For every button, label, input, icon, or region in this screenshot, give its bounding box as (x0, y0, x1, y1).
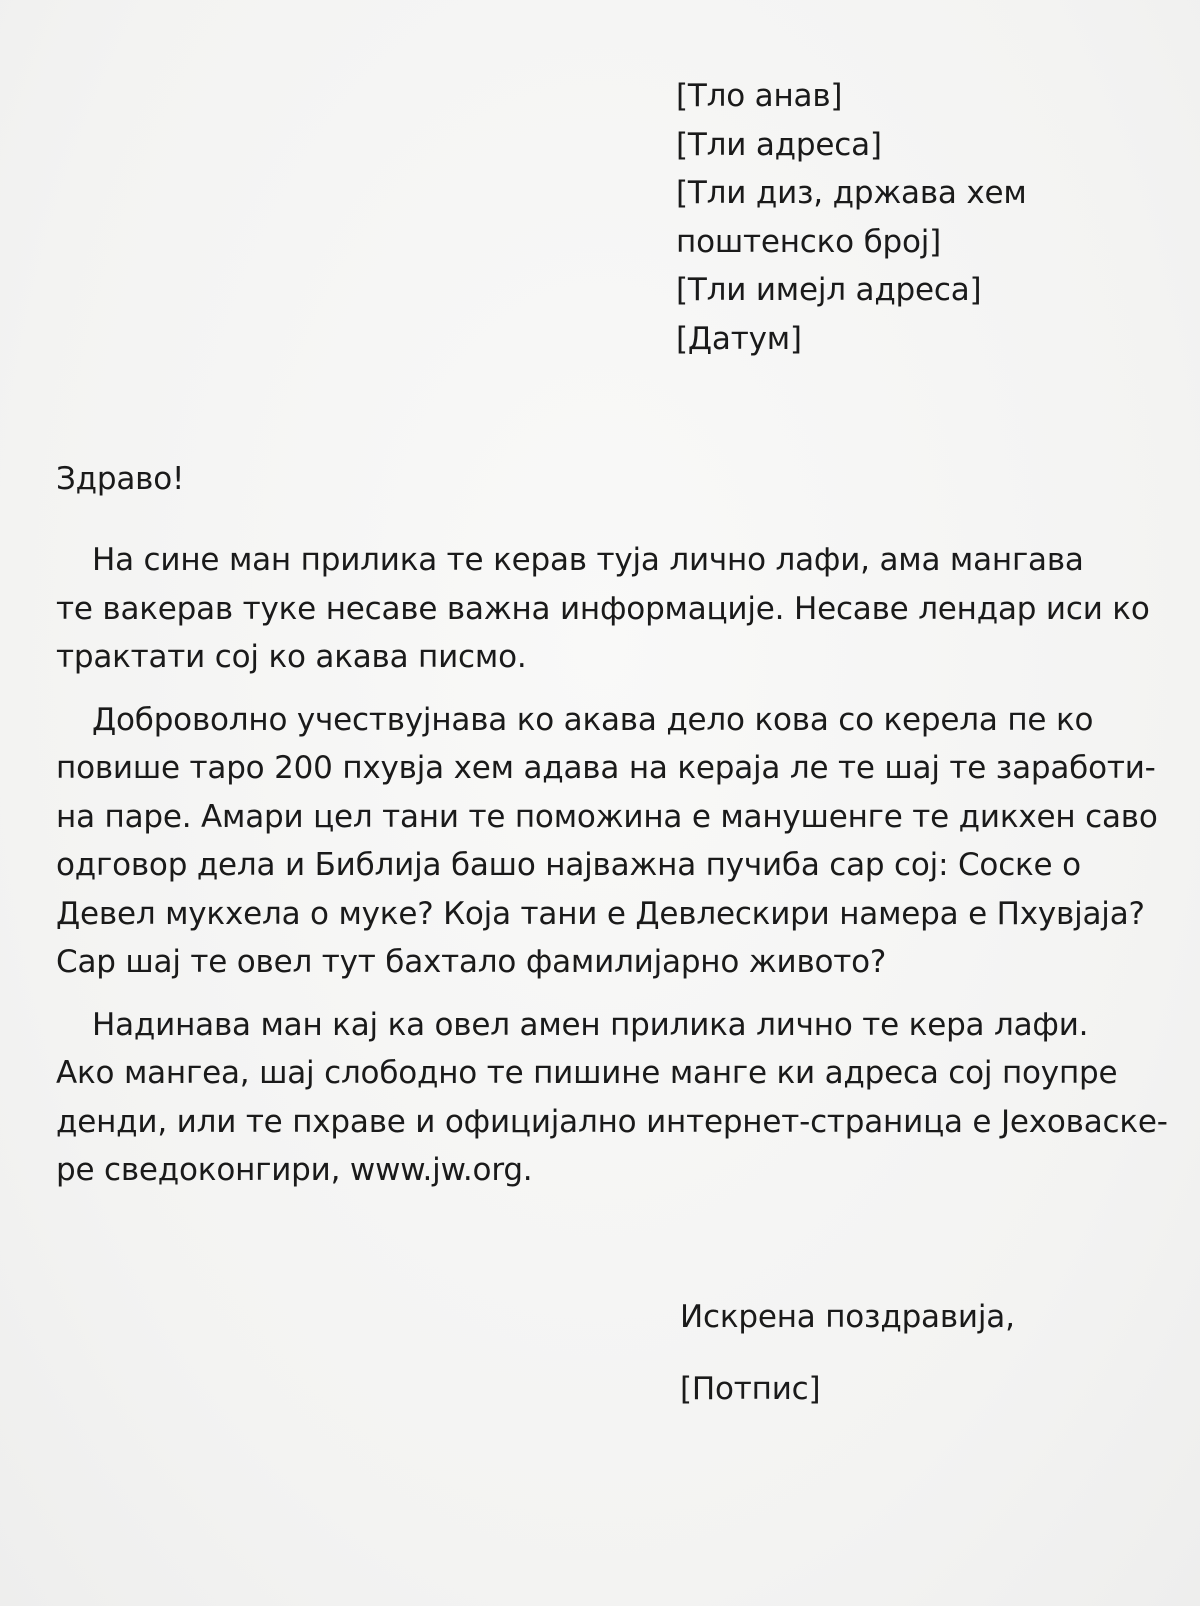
sender-email: [Тли имејл адреса] (676, 272, 982, 308)
letter-date: [Датум] (676, 320, 802, 357)
sender-name: [Тло анав] (676, 78, 843, 114)
letter-body (56, 536, 1168, 1209)
sender-city-line-2: поштенско број] (676, 223, 942, 260)
paragraph-line: На сине ман прилика те керав туја лично лафи, ама мангава (92, 542, 1084, 578)
paragraph-1 (56, 536, 1150, 682)
paragraph-line: трактати сој ко акава писмо. (56, 639, 527, 675)
paragraph-2 (56, 696, 1158, 987)
paragraph-line: одговор дела и Библија башо најважна пучиба сар сој: Соске о (56, 847, 1081, 883)
closing: Искрена поздравија, (680, 1299, 1015, 1335)
sender-block (676, 72, 1116, 363)
paragraph-line: те вакерав туке несаве важна информације. Несаве лендар иси ко (56, 590, 1150, 627)
paragraph-line: Сар шај те овел тут бахтало фамилијарно живото? (56, 944, 887, 980)
sender-address: [Тли адреса] (676, 126, 882, 163)
paragraph-line: на паре. Амари цел тани те поможина е манушенге те дикхен саво (56, 798, 1158, 835)
paragraph-line: ре сведоконгири, www.jw.org. (56, 1152, 533, 1188)
paragraph-line: Доброволно учествујнава ко акава дело кова со керела пе ко (92, 701, 1094, 738)
paragraph-3 (56, 1001, 1168, 1195)
signature: [Потпис] (680, 1371, 821, 1407)
paragraph-line: денди, или те пхраве и официјално интернет-страница е Јеховаске- (56, 1103, 1168, 1140)
paragraph-line: Надинава ман кај ка овел амен прилика лично те кера лафи. (92, 1006, 1089, 1043)
sender-city-line-1: [Тли диз, држава хем (676, 175, 1027, 211)
paragraph-line: Ако мангеа, шај слободно те пишине манге ки адреса сој поупре (56, 1055, 1118, 1091)
greeting: Здраво! (56, 461, 185, 497)
paragraph-line: Девел мукхела о муке? Која тани е Девлескири намера е Пхувјаја? (56, 895, 1145, 932)
paragraph-line: повише таро 200 пхувја хем адава на кераја ле те шај те заработи- (56, 750, 1156, 786)
